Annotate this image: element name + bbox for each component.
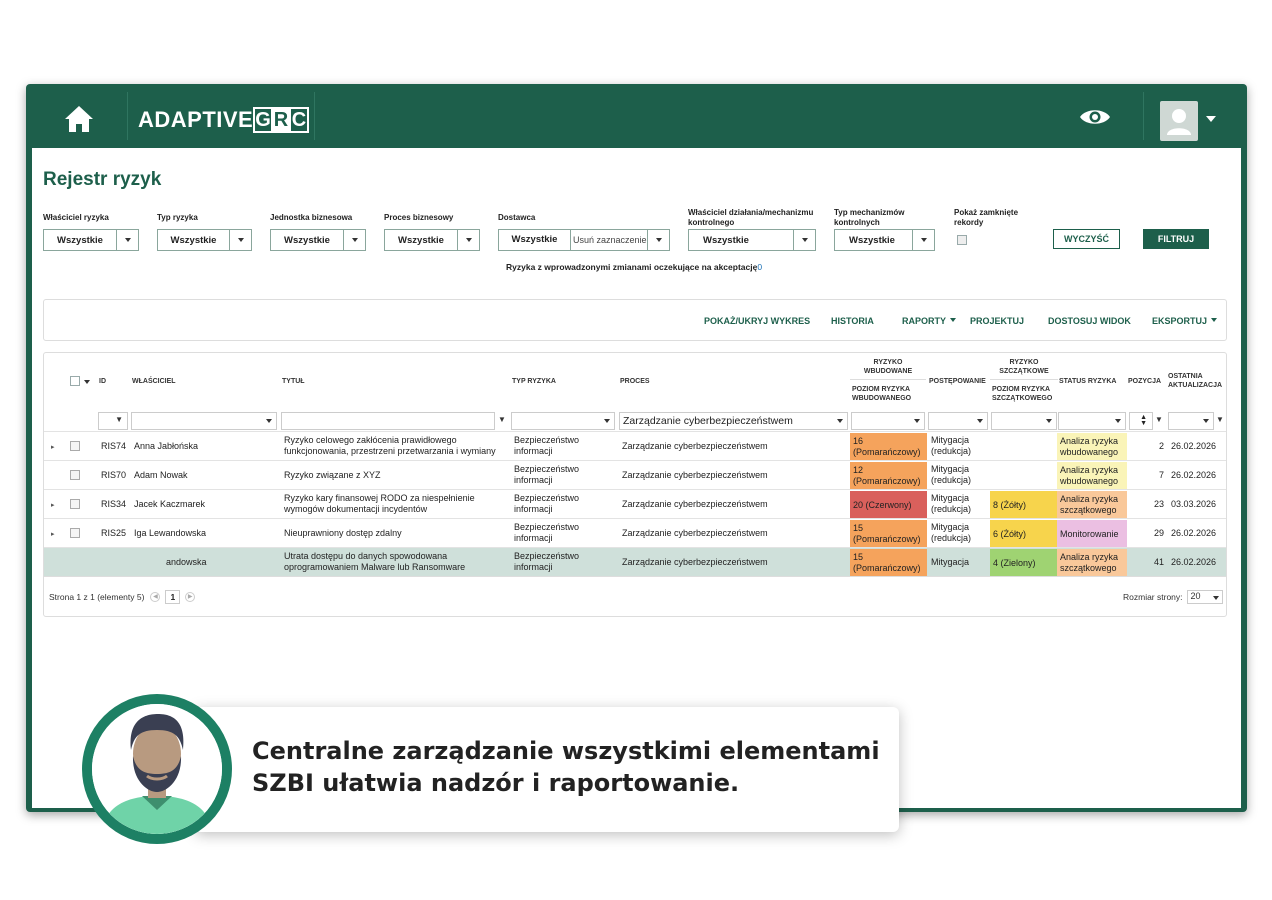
chevron-down-icon: [1203, 419, 1209, 423]
status-filter[interactable]: [1058, 412, 1126, 430]
divider: [314, 92, 315, 140]
page-number[interactable]: 1: [165, 590, 180, 604]
chevron-down-icon: [912, 230, 934, 250]
caption-card: [195, 707, 899, 832]
filter-label-business-process: Proces biznesowy: [384, 213, 454, 222]
col-treatment[interactable]: POSTĘPOWANIE: [929, 378, 986, 385]
divider: [1143, 92, 1144, 140]
chevron-down-icon: [266, 419, 272, 423]
inherent-level-badge: 20 (Czerwony): [850, 491, 927, 518]
inherent-level-badge: 16 (Pomarańczowy): [850, 433, 927, 460]
status-badge: Analiza ryzyka szczątkowego: [1057, 549, 1127, 576]
filter-label-control-owner: Właściciel działania/mechanizmu kontrolnego: [688, 208, 814, 227]
title-filter[interactable]: [281, 412, 495, 430]
prev-page-icon[interactable]: ◀: [150, 592, 160, 602]
person-avatar-illustration: [82, 694, 232, 844]
filter-label-risk-type: Typ ryzyka: [157, 213, 198, 222]
status-badge: Analiza ryzyka wbudowanego: [1057, 462, 1127, 489]
chevron-down-icon: [1046, 419, 1052, 423]
status-badge: Analiza ryzyka wbudowanego: [1057, 433, 1127, 460]
export-menu[interactable]: EKSPORTUJ: [1152, 316, 1217, 326]
chevron-down-icon: [604, 419, 610, 423]
chevron-down-icon: [914, 419, 920, 423]
supplier-select[interactable]: Wszystkie Usuń zaznaczenie: [498, 229, 670, 251]
col-risk-type[interactable]: TYP RYZYKA: [512, 378, 556, 385]
home-icon[interactable]: [54, 101, 104, 139]
divider: [127, 92, 128, 140]
process-filter[interactable]: Zarządzanie cyberbezpieczeństwem: [619, 412, 848, 430]
col-process[interactable]: PROCES: [620, 378, 650, 385]
col-group-inherent: RYZYKO WBUDOWANE: [863, 359, 913, 375]
business-process-select[interactable]: Wszystkie: [384, 229, 480, 251]
control-owner-select[interactable]: Wszystkie: [688, 229, 816, 251]
filter-label-supplier: Dostawca: [498, 213, 536, 222]
design-button[interactable]: PROJEKTUJ: [970, 316, 1025, 326]
table-row[interactable]: ▸ RIS25 Iga Lewandowska Nieuprawniony dostęp zdalny Bezpieczeństwo informacji Zarządzanie cyberbezpieczeństwem 15 (Pomarańczowy) Mitygacja (redukcja) 6 (Żółty) Monitorowanie 29 26.02.2026: [44, 518, 1227, 547]
table-row[interactable]: ▸ RIS34 Jacek Kaczmarek Ryzyko kary finansowej RODO za niespełnienie wymogów dokumentacji incydentów Bezpieczeństwo informacji Zarządzanie cyberbezpieczeństwem 20 (Czerwony) Mitygacja (redukcja) 8 (Żółty) Analiza ryzyka szczątkowego 23 03.03.2026: [44, 489, 1227, 518]
residual-level-filter[interactable]: [991, 412, 1057, 430]
show-closed-label: Pokaż zamknięte rekordy: [954, 208, 1019, 227]
filter-icon[interactable]: ▼: [1155, 415, 1163, 424]
app-window: [26, 84, 1247, 812]
user-menu-chevron-icon[interactable]: [1206, 116, 1216, 122]
col-updated[interactable]: OSTATNIA AKTUALIZACJA: [1168, 373, 1223, 389]
eye-icon[interactable]: [1078, 106, 1112, 133]
chevron-down-icon: [950, 318, 956, 322]
show-closed-checkbox[interactable]: [957, 235, 967, 245]
row-checkbox[interactable]: [70, 528, 80, 538]
risk-owner-select[interactable]: Wszystkie: [43, 229, 139, 251]
col-id[interactable]: ID: [99, 378, 106, 385]
page-size: Rozmiar strony: 20: [1123, 590, 1223, 604]
chevron-down-icon: [1213, 596, 1219, 600]
toggle-chart-button[interactable]: POKAŻ/UKRYJ WYKRES: [704, 316, 811, 326]
inherent-level-badge: 15 (Pomarańczowy): [850, 520, 927, 547]
inherent-level-badge: 12 (Pomarańczowy): [850, 462, 927, 489]
chevron-down-icon: [116, 230, 138, 250]
expand-row-icon[interactable]: ▸: [51, 444, 55, 451]
col-owner[interactable]: WŁAŚCICIEL: [132, 378, 176, 385]
grid-toolbar: [43, 299, 1227, 341]
col-position[interactable]: POZYCJA: [1128, 378, 1162, 385]
page-size-select[interactable]: 20: [1187, 590, 1223, 604]
col-inherent-level[interactable]: POZIOM RYZYKA WBUDOWANEGO: [852, 386, 912, 402]
reports-menu[interactable]: RAPORTY: [902, 316, 956, 326]
filter-label-risk-owner: Właściciel ryzyka: [43, 213, 109, 222]
table-row-selected[interactable]: andowska Utrata dostępu do danych spowodowana oprogramowaniem Malware lub Ransomware Bezpieczeństwo informacji Zarządzanie cyberbezpieczeństwem 15 (Pomarańczowy) Mitygacja 4 (Zielony) Analiza ryzyka szczątkowego 41 26.02.2026: [44, 547, 1227, 576]
user-avatar-icon[interactable]: [1160, 101, 1198, 141]
position-filter[interactable]: [1129, 412, 1153, 430]
pending-changes-note[interactable]: Ryzyka z wprowadzonymi zmianami oczekujące na akceptację0: [506, 262, 763, 272]
chevron-down-icon: [1211, 318, 1217, 322]
risk-type-select[interactable]: Wszystkie: [157, 229, 252, 251]
chevron-down-icon: [977, 419, 983, 423]
status-badge: Monitorowanie: [1057, 520, 1127, 547]
chevron-down-icon[interactable]: [84, 380, 90, 384]
inherent-level-filter[interactable]: [851, 412, 925, 430]
chevron-down-icon: [229, 230, 251, 250]
chevron-down-icon: [837, 419, 843, 423]
id-filter[interactable]: [98, 412, 128, 430]
residual-level-badge: 8 (Żółty): [990, 491, 1057, 518]
row-checkbox[interactable]: [70, 441, 80, 451]
page-title: Rejestr ryzyk: [43, 169, 162, 190]
filter-icon: ▼: [115, 415, 123, 424]
expand-row-icon[interactable]: ▸: [51, 502, 55, 509]
chevron-down-icon: [457, 230, 479, 250]
next-page-icon[interactable]: ▶: [185, 592, 195, 602]
status-badge: Analiza ryzyka szczątkowego: [1057, 491, 1127, 518]
table-row[interactable]: RIS70 Adam Nowak Ryzyko związane z XYZ Bezpieczeństwo informacji Zarządzanie cyberbezpieczeństwem 12 (Pomarańczowy) Mitygacja (redukcja) Analiza ryzyka wbudowanego 7 26.02.2026: [44, 460, 1227, 489]
clear-button[interactable]: WYCZYŚĆ: [1053, 229, 1120, 249]
risk-register-table: [43, 352, 1227, 617]
customize-view-button[interactable]: DOSTOSUJ WIDOK: [1048, 316, 1131, 326]
filter-icon[interactable]: ▼: [498, 415, 506, 424]
inherent-level-badge: 15 (Pomarańczowy): [850, 549, 927, 576]
chevron-down-icon: [1115, 419, 1121, 423]
expand-row-icon[interactable]: ▸: [51, 531, 55, 538]
owner-filter[interactable]: [131, 412, 277, 430]
row-checkbox[interactable]: [70, 499, 80, 509]
col-group-residual: RYZYKO SZCZĄTKOWE: [999, 359, 1049, 375]
business-unit-select[interactable]: Wszystkie: [270, 229, 366, 251]
filter-label-control-type: Typ mechanizmów kontrolnych: [834, 208, 905, 227]
risk-type-filter[interactable]: [511, 412, 615, 430]
residual-level-badge: 6 (Żółty): [990, 520, 1057, 547]
filter-icon[interactable]: ▼: [1216, 415, 1224, 424]
select-all-checkbox[interactable]: [70, 376, 80, 386]
updated-filter[interactable]: [1168, 412, 1214, 430]
adaptive-grc-logo[interactable]: ADAPTIVE G R C: [138, 106, 309, 134]
residual-level-badge: 4 (Zielony): [990, 549, 1057, 576]
spin-icon: ▲ ▼: [1140, 414, 1147, 427]
clear-selection[interactable]: Usuń zaznaczenie: [573, 235, 647, 245]
col-status[interactable]: STATUS RYZYKA: [1059, 378, 1117, 385]
treatment-filter[interactable]: [928, 412, 988, 430]
col-residual-level[interactable]: POZIOM RYZYKA SZCZĄTKOWEGO: [992, 386, 1053, 402]
filter-label-business-unit: Jednostka biznesowa: [270, 213, 353, 222]
col-title[interactable]: TYTUŁ: [282, 378, 305, 385]
chevron-down-icon: [343, 230, 365, 250]
history-button[interactable]: HISTORIA: [831, 316, 874, 326]
control-type-select[interactable]: Wszystkie: [834, 229, 935, 251]
row-checkbox[interactable]: [70, 470, 80, 480]
top-navigation-bar: [26, 84, 1247, 148]
chevron-down-icon: [647, 230, 669, 250]
caption-text: Centralne zarządzanie wszystkimi elementami SZBI ułatwia nadzór i raportowanie.: [252, 737, 880, 797]
table-row[interactable]: ▸ RIS74 Anna Jabłońska Ryzyko celowego zakłócenia prawidłowego funkcjonowania, przestrzeni przetwarzania i wymiany Bezpieczeństwo informacji Zarządzanie cyberbezpieczeństwem 16 (Pomarańczowy) Mitygacja (redukcja) Analiza ryzyka wbudowanego 2 26.02.2026: [44, 431, 1227, 460]
filter-button[interactable]: FILTRUJ: [1143, 229, 1209, 249]
pagination: Strona 1 z 1 (elementy 5) ◀ 1 ▶: [49, 590, 197, 604]
chevron-down-icon: [793, 230, 815, 250]
